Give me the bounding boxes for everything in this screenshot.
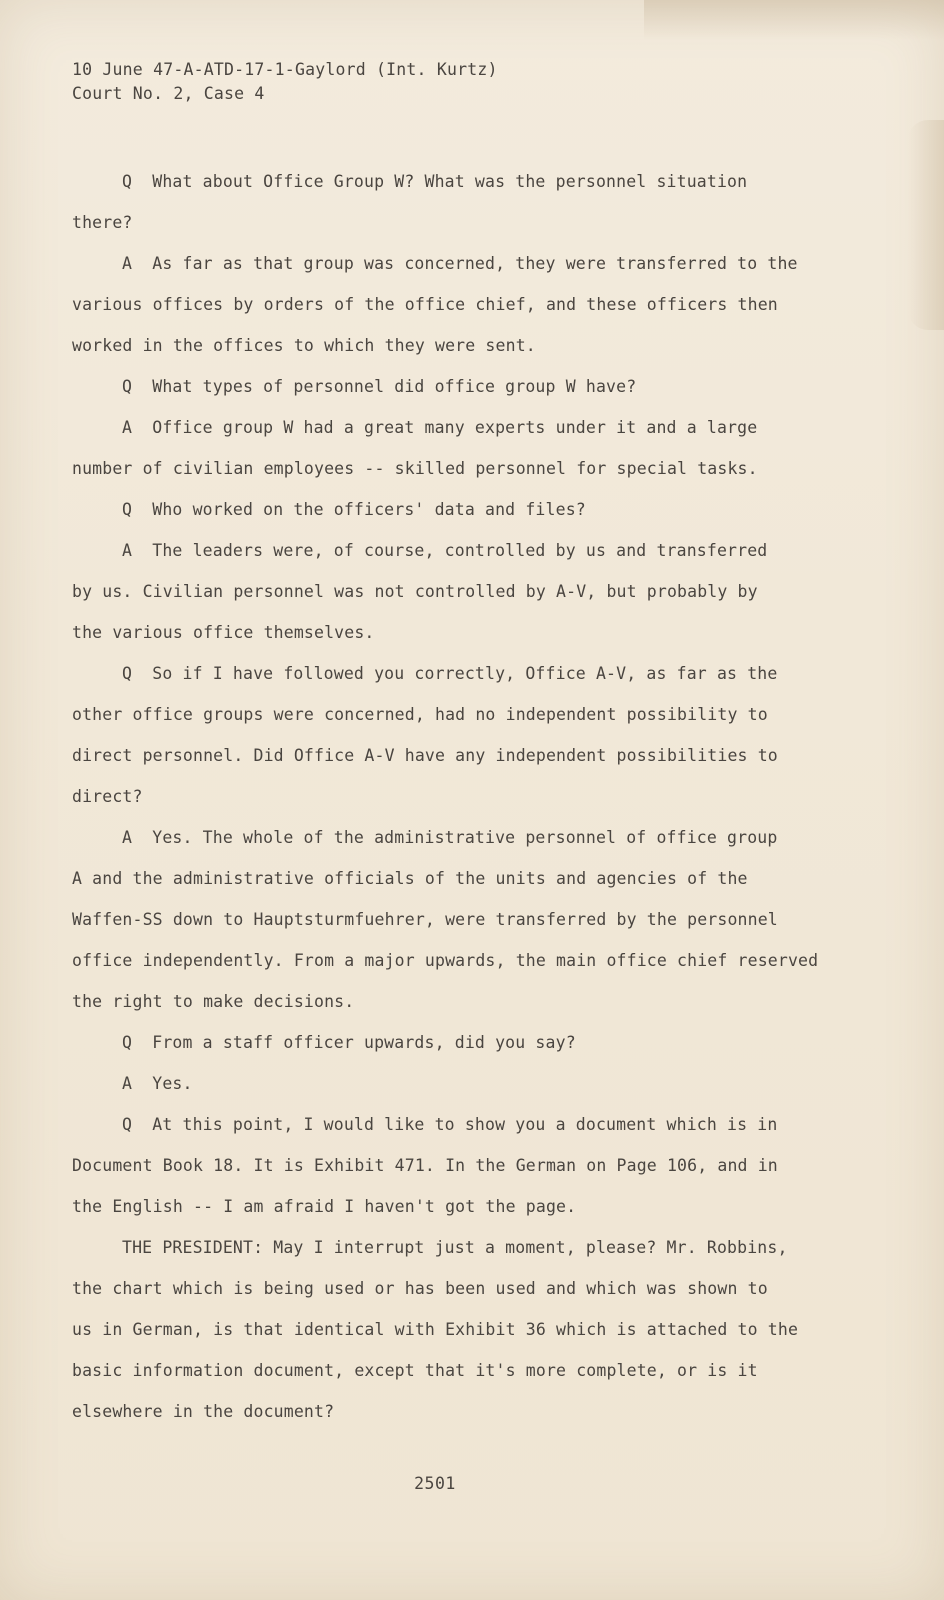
transcript-line: Q So if I have followed you correctly, Office A-V, as far as the — [122, 664, 778, 683]
document-header — [72, 58, 498, 106]
page-number: 2501 — [414, 1474, 456, 1493]
transcript-line: us in German, is that identical with Exhibit 36 which is attached to the — [72, 1320, 799, 1339]
transcript-line: basic information document, except that it's more complete, or is it — [72, 1361, 758, 1380]
transcript-line: Document Book 18. It is Exhibit 471. In the German on Page 106, and in — [72, 1156, 778, 1175]
paper-stain-right — [908, 120, 944, 330]
transcript-line: A and the administrative officials of the units and agencies of the — [72, 869, 748, 888]
transcript-line: office independently. From a major upwards, the main office chief reserved — [72, 951, 819, 970]
transcript-line: various offices by orders of the office chief, and these officers then — [72, 295, 778, 314]
transcript-line: the various office themselves. — [72, 623, 375, 642]
transcript-line: the chart which is being used or has been used and which was shown to — [72, 1279, 768, 1298]
transcript-line: A As far as that group was concerned, they were transferred to the — [122, 254, 798, 273]
transcript-line: the right to make decisions. — [72, 992, 355, 1011]
transcript-line: Q From a staff officer upwards, did you say? — [122, 1033, 576, 1052]
transcript-line: direct? — [72, 787, 143, 806]
transcript-line: Q At this point, I would like to show you a document which is in — [122, 1115, 778, 1134]
transcript-line: elsewhere in the document? — [72, 1402, 335, 1421]
transcript-line: by us. Civilian personnel was not controlled by A-V, but probably by — [72, 582, 758, 601]
header-line-1: 10 June 47-A-ATD-17-1-Gaylord (Int. Kurtz) — [72, 60, 498, 79]
transcript-line: worked in the offices to which they were sent. — [72, 336, 536, 355]
transcript-line: there? — [72, 213, 133, 232]
paper-stain-top — [644, 0, 944, 40]
transcript-line: direct personnel. Did Office A-V have any independent possibilities to — [72, 746, 778, 765]
transcript-line: number of civilian employees -- skilled personnel for special tasks. — [72, 459, 758, 478]
transcript-line: Q Who worked on the officers' data and files? — [122, 500, 586, 519]
transcript-line: Q What about Office Group W? What was the personnel situation — [122, 172, 748, 191]
transcript-line: Q What types of personnel did office group W have? — [122, 377, 637, 396]
transcript-line: THE PRESIDENT: May I interrupt just a moment, please? Mr. Robbins, — [122, 1238, 788, 1257]
transcript-line: the English -- I am afraid I haven't got the page. — [72, 1197, 577, 1216]
transcript-line: other office groups were concerned, had no independent possibility to — [72, 705, 768, 724]
header-line-2: Court No. 2, Case 4 — [72, 84, 265, 103]
transcript-line: A Yes. The whole of the administrative personnel of office group — [122, 828, 778, 847]
transcript-line: A Yes. — [122, 1074, 193, 1093]
transcript-body — [72, 161, 852, 1432]
transcript-line: Waffen-SS down to Hauptsturmfuehrer, were transferred by the personnel — [72, 910, 778, 929]
transcript-line: A Office group W had a great many experts under it and a large — [122, 418, 758, 437]
transcript-line: A The leaders were, of course, controlled by us and transferred — [122, 541, 768, 560]
